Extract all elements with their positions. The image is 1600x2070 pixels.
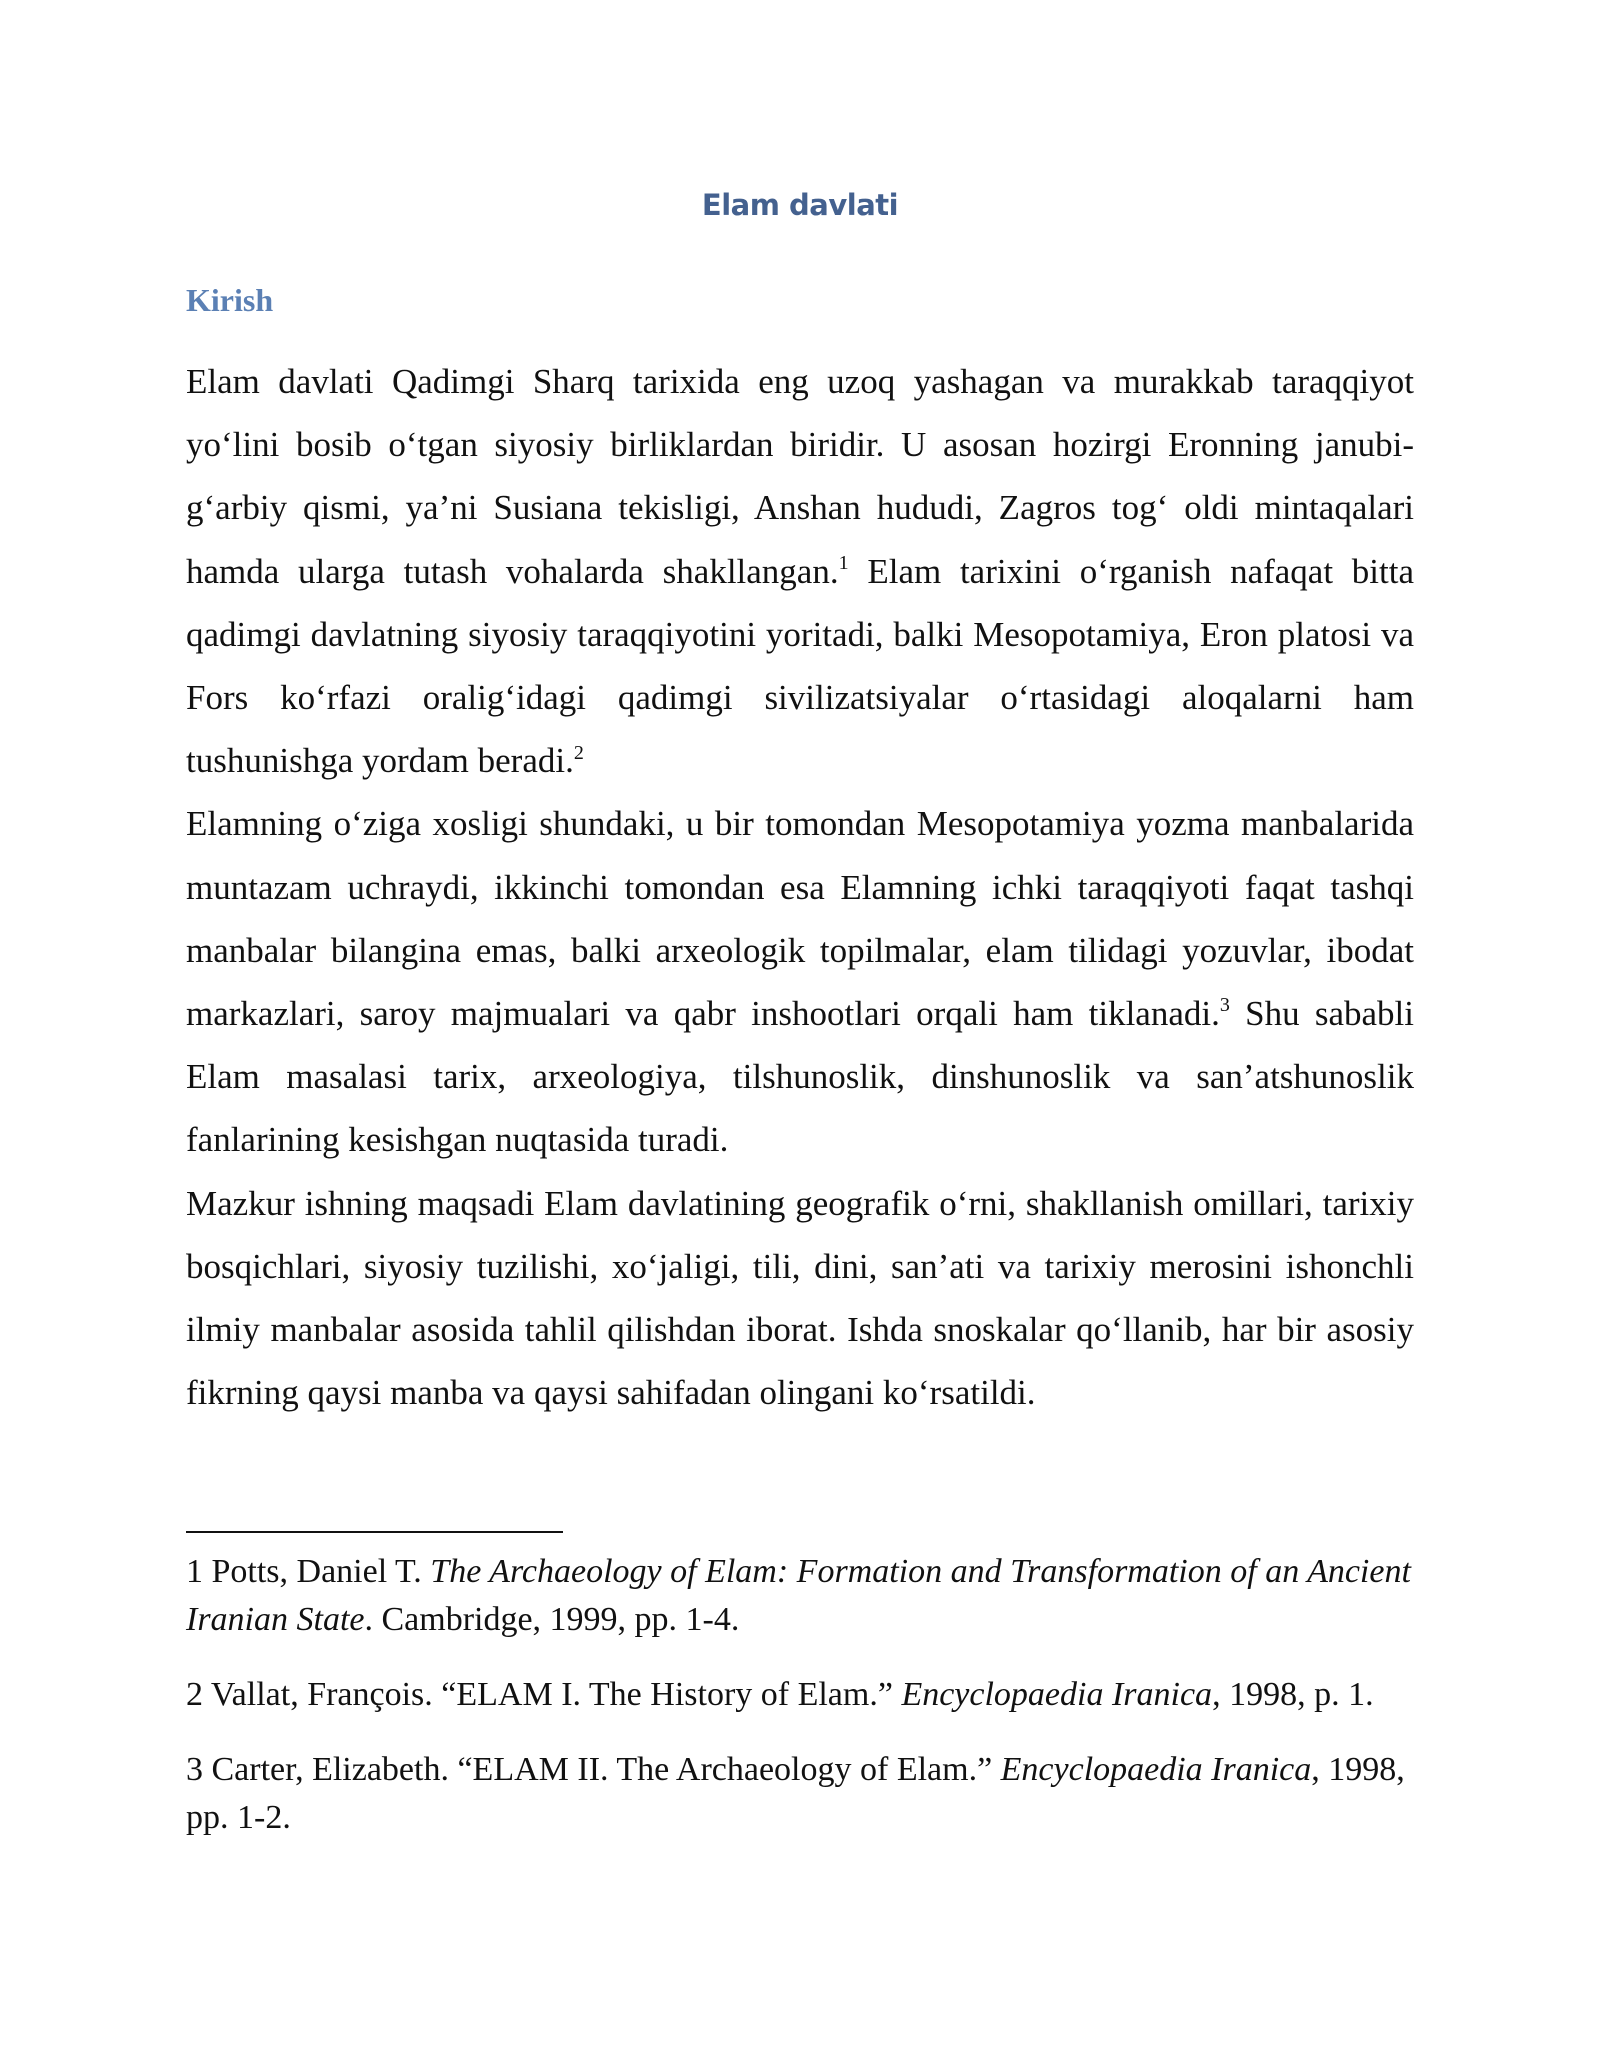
document-title: Elam davlati: [701, 188, 899, 222]
footnote-3: [186, 1746, 1414, 1842]
footnote-2: [186, 1671, 1414, 1719]
paragraph-2-text-b: Shu sababli Elam masalasi tarix, arxeologiya, tilshunoslik, dinshunoslik va san’atshunoslik fanlarining kesishgan nuqtasida turadi.: [186, 994, 1415, 1160]
paragraph-1-text-b: Elam tarixini o‘rganish nafaqat bitta qadimgi davlatning siyosiy taraqqiyotini yoritadi, balki Mesopotamiya, Eron platosi va Fors ko‘rfazi oralig‘idagi qadimgi sivilizatsiyalar o‘rtasidagi aloqalarni ham tushunishga yordam beradi.: [186, 551, 1414, 781]
paragraph-3: Mazkur ishning maqsadi Elam davlatining geografik o‘rni, shakllanish omillari, tarixiy bosqichlari, siyosiy tuzilishi, xo‘jaligi, tili, dini, san’ati va tarixiy merosini ishonchli ilmiy manbalar asosida tahlil qilishdan iborat. Ishda snoskalar qo‘llanib, har bir asosiy fikrning qaysi manba va qaysi sahifadan olingani ko‘rsatildi.: [186, 1183, 1414, 1413]
footnote-1-lead: 1 Potts, Daniel T.: [186, 1553, 431, 1590]
footnote-2-title: Encyclopaedia Iranica: [901, 1676, 1213, 1713]
footnote-3-title: Encyclopaedia Iranica: [1000, 1751, 1312, 1788]
footnote-ref-1[interactable]: 1: [838, 551, 849, 574]
paragraph-2: [186, 792, 1414, 1171]
footnote-ref-2[interactable]: 2: [573, 741, 584, 764]
footnote-3-lead: 3 Carter, Elizabeth. “ELAM II. The Archaeology of Elam.”: [186, 1751, 1001, 1788]
footnote-1-tail: . Cambridge, 1999, pp. 1-4.: [364, 1601, 740, 1638]
paragraph-2-text-a: Elamning o‘ziga xosligi shundaki, u bir tomondan Mesopotamiya yozma manbalarida muntazam uchraydi, ikkinchi tomondan esa Elamning ichki taraqqiyoti faqat tashqi manbalar bilangina emas, balki arxeologik topilmalar, elam tilidagi yozuvlar, ibodat markazlari, saroy majmualari va qabr inshootlari orqali ham tiklanadi.: [186, 804, 1414, 1034]
footnote-ref-3[interactable]: 3: [1219, 994, 1230, 1017]
footnote-1: [186, 1548, 1414, 1644]
footnote-2-tail: , 1998, p. 1.: [1212, 1676, 1374, 1713]
footnotes-section: [186, 1548, 1414, 1869]
footnote-2-lead: 2 Vallat, François. “ELAM I. The History of Elam.”: [186, 1676, 902, 1713]
section-heading-kirish: Kirish: [186, 282, 274, 318]
paragraph-1: [186, 350, 1414, 792]
footnote-3-tail: , 1998, pp. 1-2.: [186, 1751, 1405, 1836]
body-text: [186, 350, 1414, 1424]
paragraph-1-text-a: Elam davlati Qadimgi Sharq tarixida eng uzoq yashagan va murakkab taraqqiyot yo‘lini bosib o‘tgan siyosiy birliklardan biridir. U asosan hozirgi Eronning janubi-g‘arbiy qismi, ya’ni Susiana tekisligi, Anshan hududi, Zagros tog‘ oldi mintaqalari hamda ularga tutash vohalarda shakllangan.: [186, 362, 1414, 591]
footnote-1-title: The Archaeology of Elam: Formation and Transformation of an Ancient Iranian State: [186, 1553, 1411, 1638]
footnote-separator: [186, 1531, 563, 1533]
